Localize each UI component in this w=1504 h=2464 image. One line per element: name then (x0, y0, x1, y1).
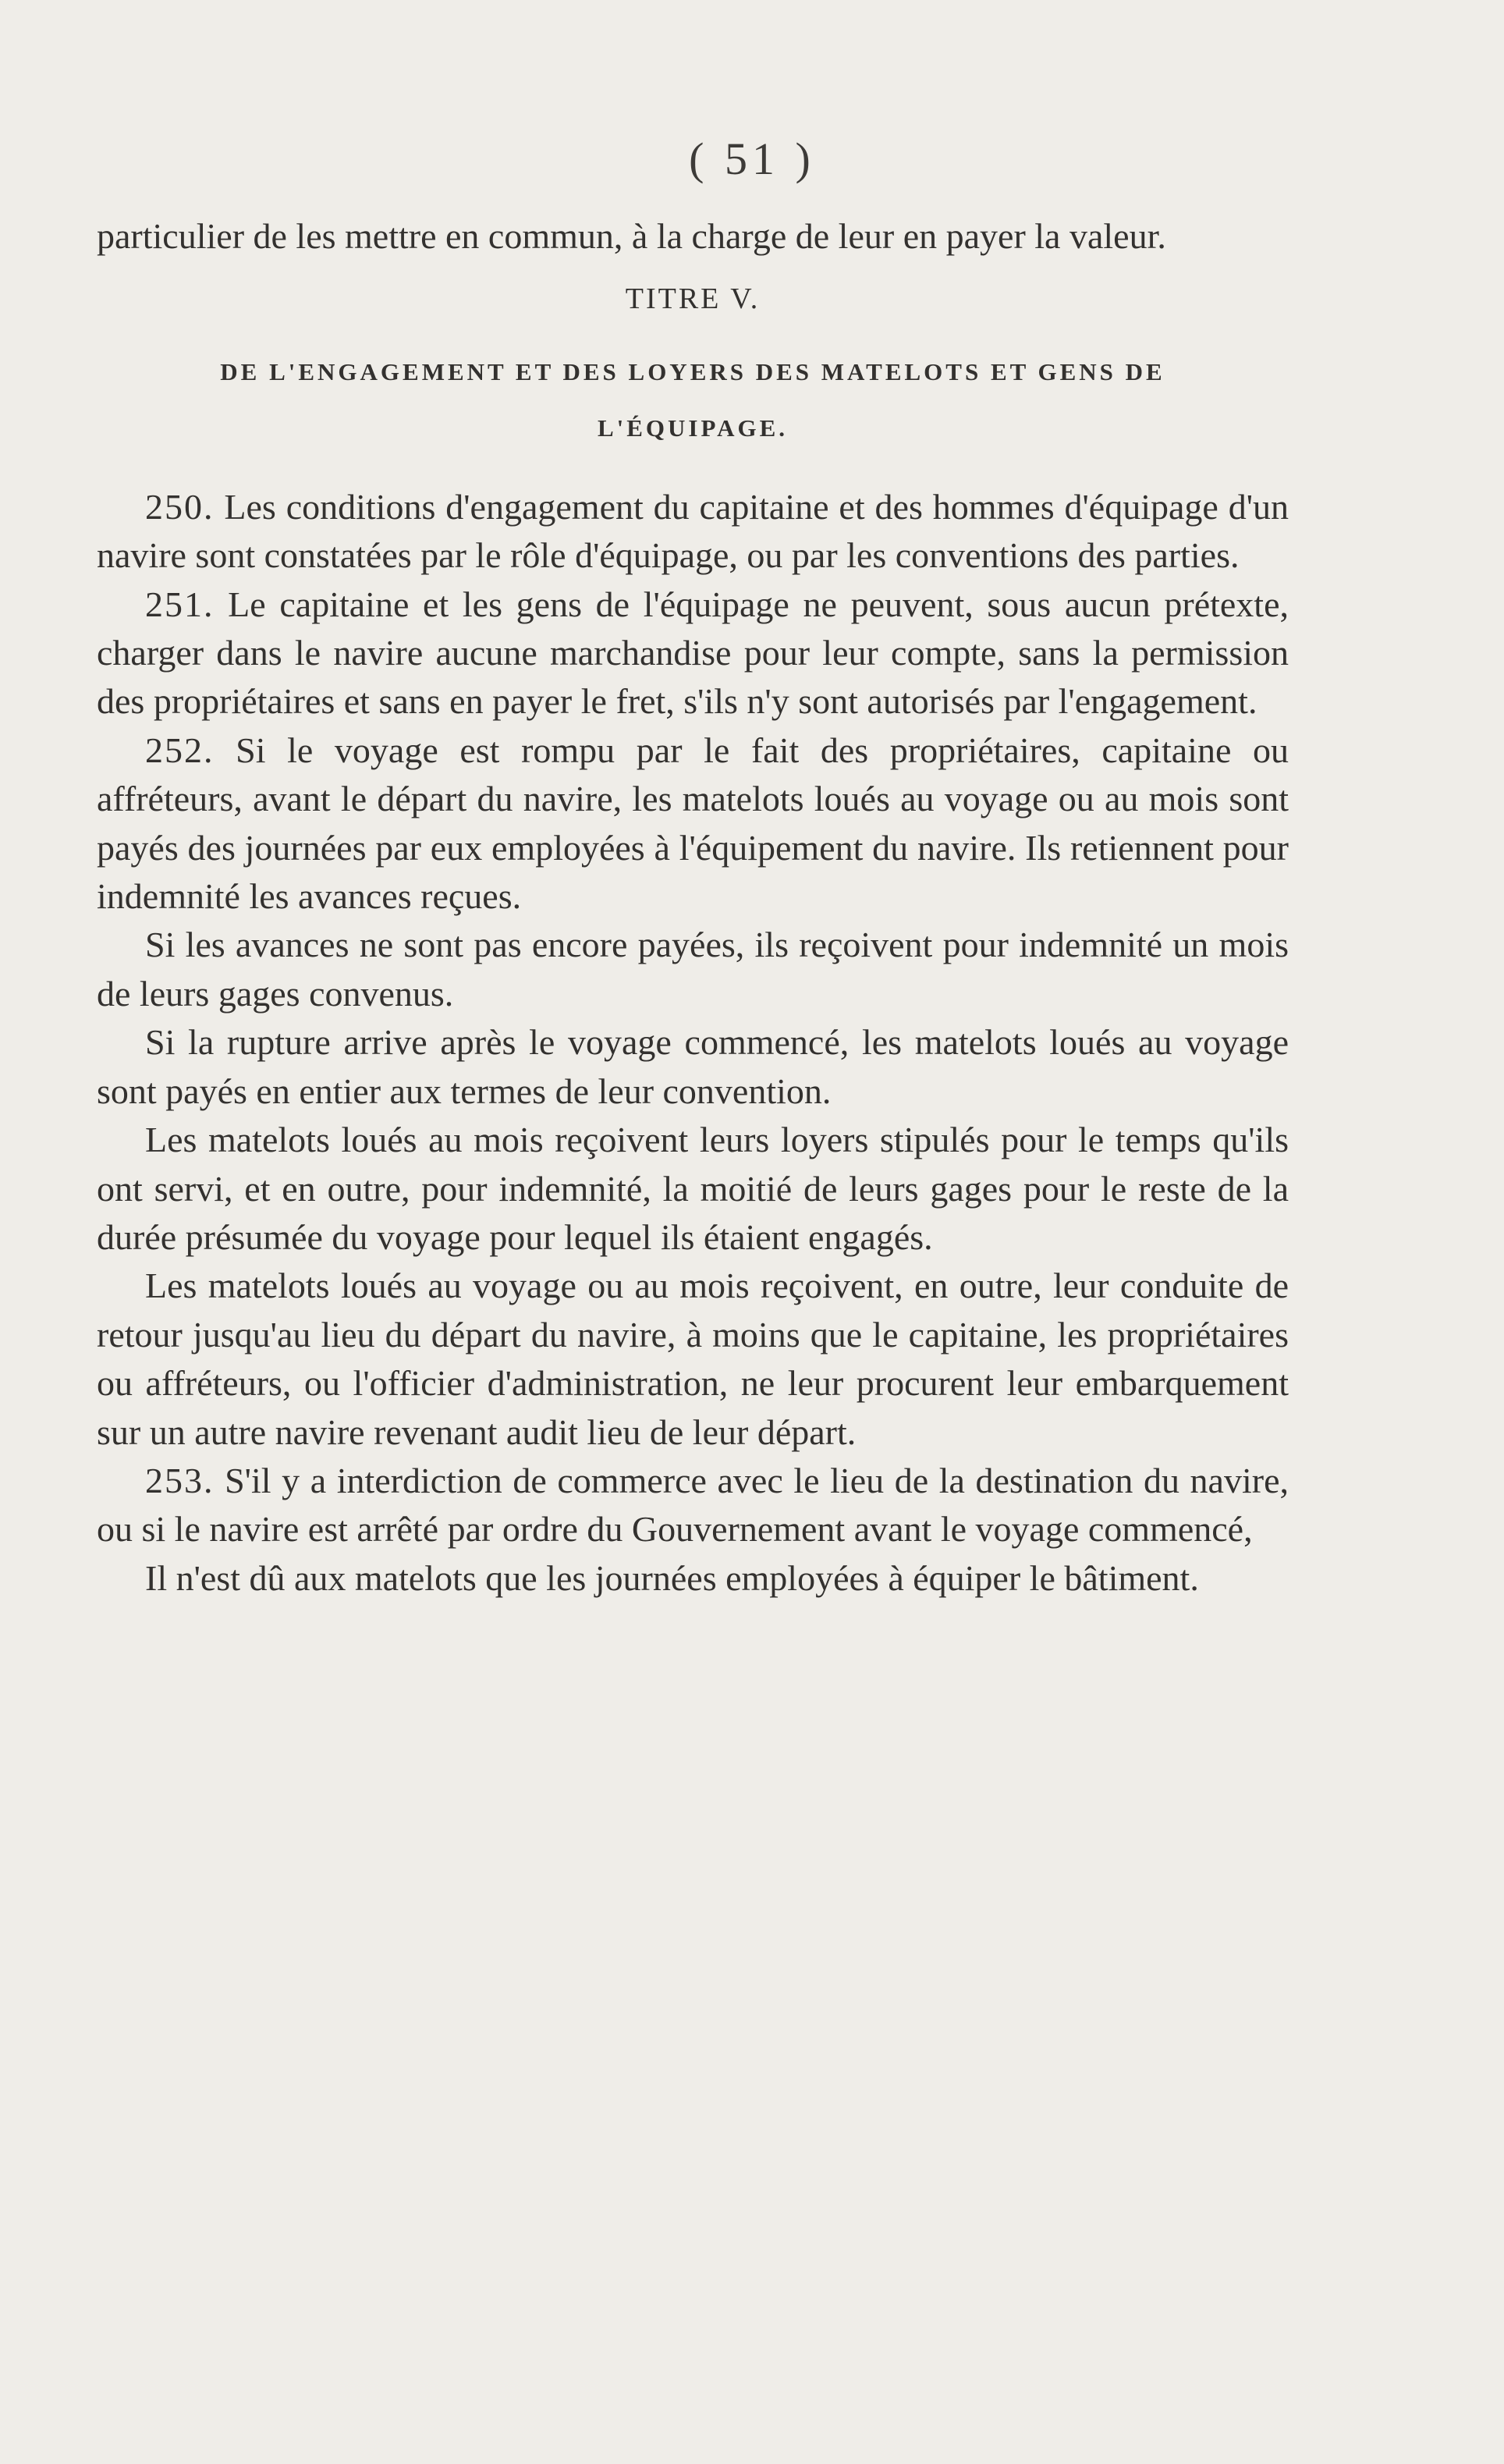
article-text: S'il y a interdiction de commerce avec le lieu de la destination du navire, ou si le navire est arrêté par ordre du Gouvernement avant le voyage commencé, (97, 1460, 1289, 1550)
article-number: 252. (145, 730, 215, 770)
article-text: Les conditions d'engagement du capitaine et des hommes d'équipage d'un navire sont constatées par le rôle d'équipage, ou par les conventions des parties. (97, 486, 1289, 576)
article-252 (97, 726, 1289, 921)
article-paragraph: Les matelots loués au mois reçoivent leurs loyers stipulés pour le temps qu'ils ont servi, et en outre, pour indemnité, la moitié de leurs gages pour le reste de la durée présumée du voyage pour lequel ils étaient engagés. (97, 1120, 1289, 1257)
final-paragraph: Il n'est dû aux matelots que les journées employées à équiper le bâtiment. (145, 1557, 1199, 1598)
article-text: Si le voyage est rompu par le fait des propriétaires, capitaine ou affréteurs, avant le départ du navire, les matelots loués au voyage ou au mois sont payés des journées par eux employées à l'équipement du navire. Ils retiennent pour indemnité les avances reçues. (97, 730, 1289, 917)
page-text (97, 212, 1289, 1603)
article-251 (97, 580, 1289, 726)
article-250 (97, 483, 1289, 580)
page-number: ( 51 ) (689, 133, 815, 184)
article-number: 251. (145, 584, 215, 624)
article-text: Le capitaine et les gens de l'équipage ne peuvent, sous aucun prétexte, charger dans le navire aucune marchandise pour leur compte, sans la permission des propriétaires et sans en payer le fret, s'ils n'y sont autorisés par l'engagement. (97, 584, 1289, 722)
article-number: 253. (145, 1460, 215, 1500)
article-paragraph: Si les avances ne sont pas encore payées, ils reçoivent pour indemnité un mois de leurs gages convenus. (97, 925, 1289, 1014)
article-paragraph: Si la rupture arrive après le voyage commencé, les matelots loués au voyage sont payés en entier aux termes de leur convention. (97, 1022, 1289, 1111)
continuation-paragraph: particulier de les mettre en commun, à la charge de leur en payer la valeur. (97, 216, 1166, 256)
section-subtitle: DE L'ENGAGEMENT ET DES LOYERS DES MATELOTS ET GENS DE L'ÉQUIPAGE. (220, 357, 1165, 442)
article-253 (97, 1457, 1289, 1554)
article-paragraph: Les matelots loués au voyage ou au mois reçoivent, en outre, leur conduite de retour jusqu'au lieu du départ du navire, à moins que le capitaine, les propriétaires ou affréteurs, ou l'officier d'administration, ne leur procurent leur embarquement sur un autre navire revenant audit lieu de leur départ. (97, 1266, 1289, 1452)
section-title: TITRE V. (625, 282, 761, 316)
article-number: 250. (145, 486, 215, 527)
